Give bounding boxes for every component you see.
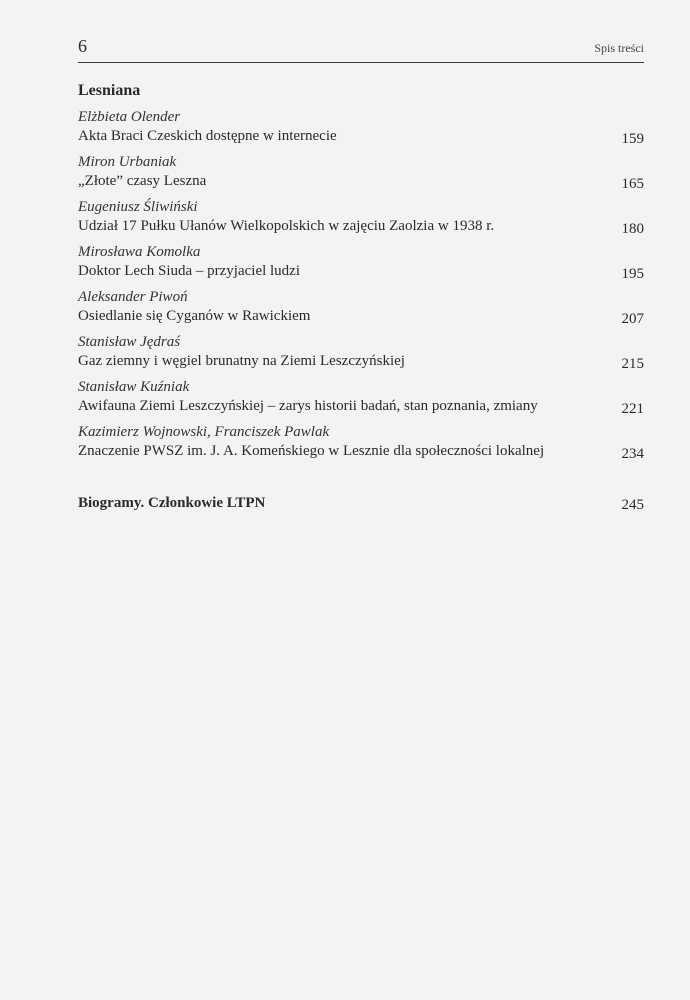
- toc-entry: [78, 423, 644, 468]
- toc-entry: [78, 333, 644, 378]
- entry-title: Gaz ziemny i węgiel brunatny na Ziemi Leszczyńskiej: [78, 353, 405, 369]
- toc-entry: [78, 378, 644, 423]
- entry-title: Znaczenie PWSZ im. J. A. Komeńskiego w Lesznie dla społeczności lokalnej: [78, 443, 545, 459]
- toc-entry: [78, 288, 644, 333]
- entry-title: Awifauna Ziemi Leszczyńskiej – zarys historii badań, stan poznania, zmiany: [78, 398, 538, 414]
- section-title: Lesniana: [78, 82, 141, 99]
- page-number: 6: [78, 36, 87, 56]
- entry-title: Doktor Lech Siuda – przyjaciel ludzi: [78, 263, 301, 279]
- toc-entry-biographies: [78, 494, 644, 516]
- entry-author: Mirosława Komolka: [78, 244, 201, 260]
- entry-author: Kazimierz Wojnowski, Franciszek Pawlak: [78, 424, 330, 440]
- entry-author: Eugeniusz Śliwiński: [78, 199, 198, 215]
- entry-title: Udział 17 Pułku Ułanów Wielkopolskich w zajęciu Zaolzia w 1938 r.: [78, 218, 495, 234]
- entry-page: 159: [621, 131, 644, 147]
- entry-title: „Złote” czasy Leszna: [78, 173, 207, 189]
- toc-entry: [78, 108, 644, 153]
- running-title: Spis treści: [594, 41, 644, 55]
- entry-page: 245: [621, 497, 644, 513]
- entry-page: 234: [621, 446, 644, 462]
- entry-title: Osiedlanie się Cyganów w Rawickiem: [78, 308, 311, 324]
- page-header: [78, 36, 644, 63]
- table-of-contents: [78, 108, 644, 468]
- entry-page: 180: [621, 221, 644, 237]
- entry-page: 215: [621, 356, 644, 372]
- entry-author: Stanisław Kuźniak: [78, 379, 190, 395]
- entry-page: 207: [621, 311, 644, 327]
- entry-title: Biogramy. Członkowie LTPN: [78, 495, 266, 511]
- toc-entry: [78, 198, 644, 243]
- entry-page: 165: [621, 176, 644, 192]
- entry-page: 221: [621, 401, 644, 417]
- toc-entry: [78, 243, 644, 288]
- entry-title: Akta Braci Czeskich dostępne w internecie: [78, 128, 337, 144]
- entry-author: Elżbieta Olender: [78, 109, 181, 125]
- entry-author: Aleksander Piwoń: [78, 289, 188, 305]
- entry-author: Stanisław Jędraś: [78, 334, 181, 350]
- entry-author: Miron Urbaniak: [78, 154, 177, 170]
- entry-page: 195: [621, 266, 644, 282]
- toc-entry: [78, 153, 644, 198]
